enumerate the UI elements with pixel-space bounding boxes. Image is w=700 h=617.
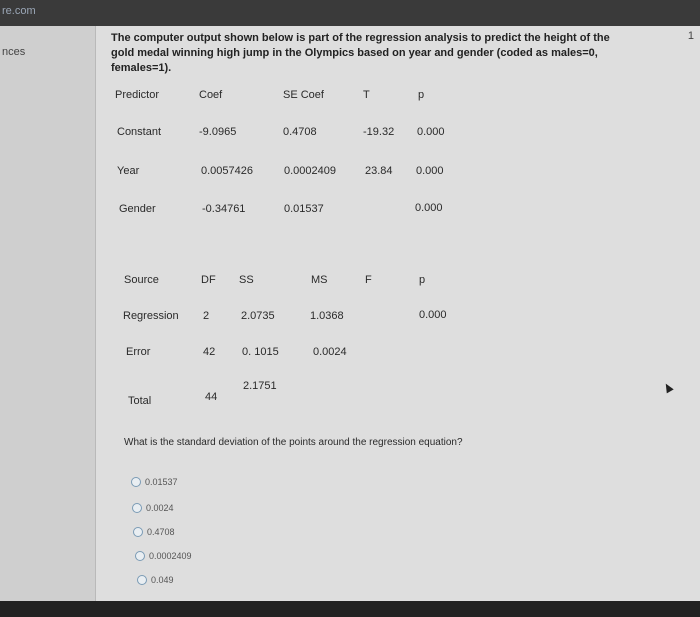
row-year-predictor: Year: [117, 165, 140, 177]
option-1[interactable]: [131, 477, 178, 487]
row-total-source: Total: [128, 395, 152, 407]
page-number: 1: [687, 30, 694, 42]
screen: [0, 26, 700, 601]
row-regression-ms: 1.0368: [310, 310, 344, 322]
row-constant-t: -19.32: [363, 126, 395, 138]
row-constant-predictor: Constant: [117, 126, 162, 138]
header-coef: Coef: [199, 89, 223, 101]
option-label: 0.4708: [147, 527, 175, 537]
row-error-df: 42: [203, 346, 216, 358]
row-constant-coef: -9.0965: [199, 126, 237, 138]
header-ms: MS: [311, 274, 328, 286]
row-year-coef: 0.0057426: [201, 165, 253, 177]
row-constant-se-coef: 0.4708: [283, 126, 317, 138]
option-5[interactable]: [137, 575, 174, 585]
row-regression-p: 0.000: [419, 309, 447, 321]
option-label: 0.0024: [146, 503, 174, 513]
mouse-cursor-icon: [662, 382, 673, 394]
browser-top-bar: [0, 0, 700, 26]
radio-button[interactable]: [132, 503, 142, 513]
header-predictor: Predictor: [115, 89, 160, 101]
row-year-se-coef: 0.0002409: [284, 165, 336, 177]
row-gender-predictor: Gender: [119, 203, 156, 215]
header-se-coef: SE Coef: [283, 89, 324, 101]
row-gender-p: 0.000: [415, 202, 443, 214]
row-gender-se-coef: 0.01537: [284, 203, 324, 215]
row-total-ss: 2.1751: [243, 380, 277, 392]
row-error-ms: 0.0024: [313, 346, 347, 358]
header-df: DF: [201, 274, 216, 286]
header-p: p: [418, 89, 425, 101]
row-total-df: 44: [205, 391, 218, 403]
sidebar: [0, 26, 96, 601]
row-error-ss: 0. 1015: [242, 346, 279, 358]
header-f: F: [365, 274, 372, 286]
radio-button[interactable]: [137, 575, 147, 585]
header-anova-p: p: [419, 274, 426, 286]
row-regression-df: 2: [203, 310, 210, 322]
question-content: [95, 26, 700, 601]
row-regression-ss: 2.0735: [241, 310, 275, 322]
header-t: T: [363, 89, 370, 101]
option-3[interactable]: [133, 527, 175, 537]
question-text: What is the standard deviation of the points around the regression equation?: [124, 437, 463, 448]
option-label: 0.049: [151, 575, 174, 585]
sidebar-label[interactable]: nces: [2, 46, 26, 58]
option-4[interactable]: [135, 551, 192, 561]
option-label: 0.0002409: [149, 551, 192, 561]
header-ss: SS: [239, 274, 254, 286]
row-regression-source: Regression: [123, 310, 179, 322]
row-error-source: Error: [126, 346, 151, 358]
row-year-t: 23.84: [365, 165, 393, 177]
radio-button[interactable]: [131, 477, 141, 487]
option-label: 0.01537: [145, 477, 178, 487]
question-intro: The computer output shown below is part of the regression analysis to predict the height of the gold medal winning high jump in the Olympics based on year and gender (coded as males=0, females=1).: [111, 32, 610, 74]
radio-button[interactable]: [133, 527, 143, 537]
site-url-fragment: re.com: [2, 5, 36, 17]
radio-button[interactable]: [135, 551, 145, 561]
screen-bezel: [0, 601, 700, 617]
row-year-p: 0.000: [416, 165, 444, 177]
row-gender-coef: -0.34761: [202, 203, 246, 215]
header-source: Source: [124, 274, 159, 286]
option-2[interactable]: [132, 503, 174, 513]
row-constant-p: 0.000: [417, 126, 445, 138]
